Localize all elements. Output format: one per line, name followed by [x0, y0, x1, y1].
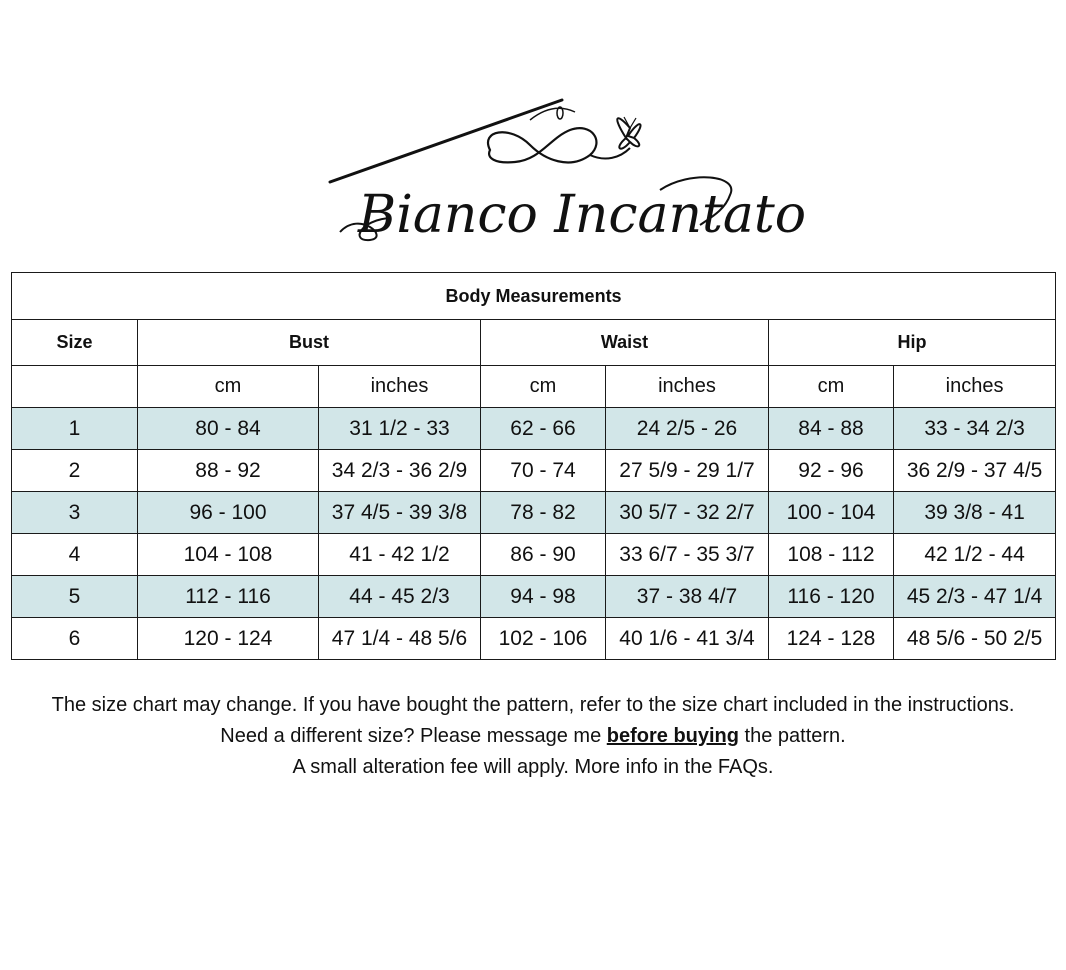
table-row — [12, 408, 1056, 450]
units-row — [12, 366, 1056, 408]
unit-hip-inches: inches — [894, 366, 1056, 408]
bust-cm-cell: 80 - 84 — [138, 408, 319, 450]
waist-inches-cell: 30 5/7 - 32 2/7 — [606, 492, 769, 534]
hip-cm-cell: 124 - 128 — [769, 618, 894, 660]
waist-inches-cell: 27 5/9 - 29 1/7 — [606, 450, 769, 492]
unit-bust-cm: cm — [138, 366, 319, 408]
bust-cm-cell: 104 - 108 — [138, 534, 319, 576]
bust-cm-cell: 112 - 116 — [138, 576, 319, 618]
note-line-3: A small alteration fee will apply. More info in the FAQs. — [292, 756, 774, 778]
table-row — [12, 492, 1056, 534]
brand-logo — [330, 100, 807, 250]
waist-cm-cell: 102 - 106 — [481, 618, 606, 660]
size-chart-notes — [0, 690, 1066, 783]
size-cell: 5 — [12, 576, 138, 618]
hip-cm-cell: 116 - 120 — [769, 576, 894, 618]
size-cell: 1 — [12, 408, 138, 450]
waist-cm-cell: 70 - 74 — [481, 450, 606, 492]
hip-inches-cell: 36 2/9 - 37 4/5 — [894, 450, 1056, 492]
bust-inches-cell: 41 - 42 1/2 — [319, 534, 481, 576]
hip-cm-cell: 92 - 96 — [769, 450, 894, 492]
unit-blank-cell — [12, 366, 138, 408]
brand-name: Bianco Incantato — [358, 185, 807, 245]
bust-cm-cell: 96 - 100 — [138, 492, 319, 534]
note-emphasis: before buying — [606, 725, 739, 747]
butterfly-icon — [617, 117, 640, 149]
waist-cm-cell: 62 - 66 — [481, 408, 606, 450]
size-chart-table — [11, 272, 1056, 660]
note-line-2-start: Need a different size? Please message me — [220, 725, 607, 747]
header-hip: Hip — [769, 320, 1056, 366]
bust-inches-cell: 44 - 45 2/3 — [319, 576, 481, 618]
table-row — [12, 534, 1056, 576]
bust-inches-cell: 34 2/3 - 36 2/9 — [319, 450, 481, 492]
needle-thread-icon — [330, 100, 630, 182]
header-waist: Waist — [481, 320, 769, 366]
unit-waist-inches: inches — [606, 366, 769, 408]
hip-inches-cell: 39 3/8 - 41 — [894, 492, 1056, 534]
size-cell: 2 — [12, 450, 138, 492]
header-size: Size — [12, 320, 138, 366]
bust-cm-cell: 120 - 124 — [138, 618, 319, 660]
hip-cm-cell: 108 - 112 — [769, 534, 894, 576]
bust-inches-cell: 31 1/2 - 33 — [319, 408, 481, 450]
brand-logo-graphic — [330, 100, 807, 250]
hip-cm-cell: 100 - 104 — [769, 492, 894, 534]
hip-cm-cell: 84 - 88 — [769, 408, 894, 450]
note-line-1: The size chart may change. If you have bought the pattern, refer to the size chart included in the instructions. — [51, 694, 1015, 716]
waist-inches-cell: 37 - 38 4/7 — [606, 576, 769, 618]
table-row — [12, 450, 1056, 492]
unit-hip-cm: cm — [769, 366, 894, 408]
note-line-2 — [0, 721, 1066, 752]
size-cell: 6 — [12, 618, 138, 660]
waist-inches-cell: 24 2/5 - 26 — [606, 408, 769, 450]
note-line-2-end: the pattern. — [739, 725, 846, 747]
unit-bust-inches: inches — [319, 366, 481, 408]
table-row — [12, 576, 1056, 618]
bust-inches-cell: 47 1/4 - 48 5/6 — [319, 618, 481, 660]
size-cell: 3 — [12, 492, 138, 534]
waist-cm-cell: 86 - 90 — [481, 534, 606, 576]
table-title: Body Measurements — [12, 273, 1056, 320]
hip-inches-cell: 48 5/6 - 50 2/5 — [894, 618, 1056, 660]
size-cell: 4 — [12, 534, 138, 576]
waist-cm-cell: 78 - 82 — [481, 492, 606, 534]
header-bust: Bust — [138, 320, 481, 366]
table-row — [12, 618, 1056, 660]
bust-inches-cell: 37 4/5 - 39 3/8 — [319, 492, 481, 534]
hip-inches-cell: 33 - 34 2/3 — [894, 408, 1056, 450]
unit-waist-cm: cm — [481, 366, 606, 408]
bust-cm-cell: 88 - 92 — [138, 450, 319, 492]
waist-cm-cell: 94 - 98 — [481, 576, 606, 618]
waist-inches-cell: 40 1/6 - 41 3/4 — [606, 618, 769, 660]
hip-inches-cell: 45 2/3 - 47 1/4 — [894, 576, 1056, 618]
hip-inches-cell: 42 1/2 - 44 — [894, 534, 1056, 576]
waist-inches-cell: 33 6/7 - 35 3/7 — [606, 534, 769, 576]
